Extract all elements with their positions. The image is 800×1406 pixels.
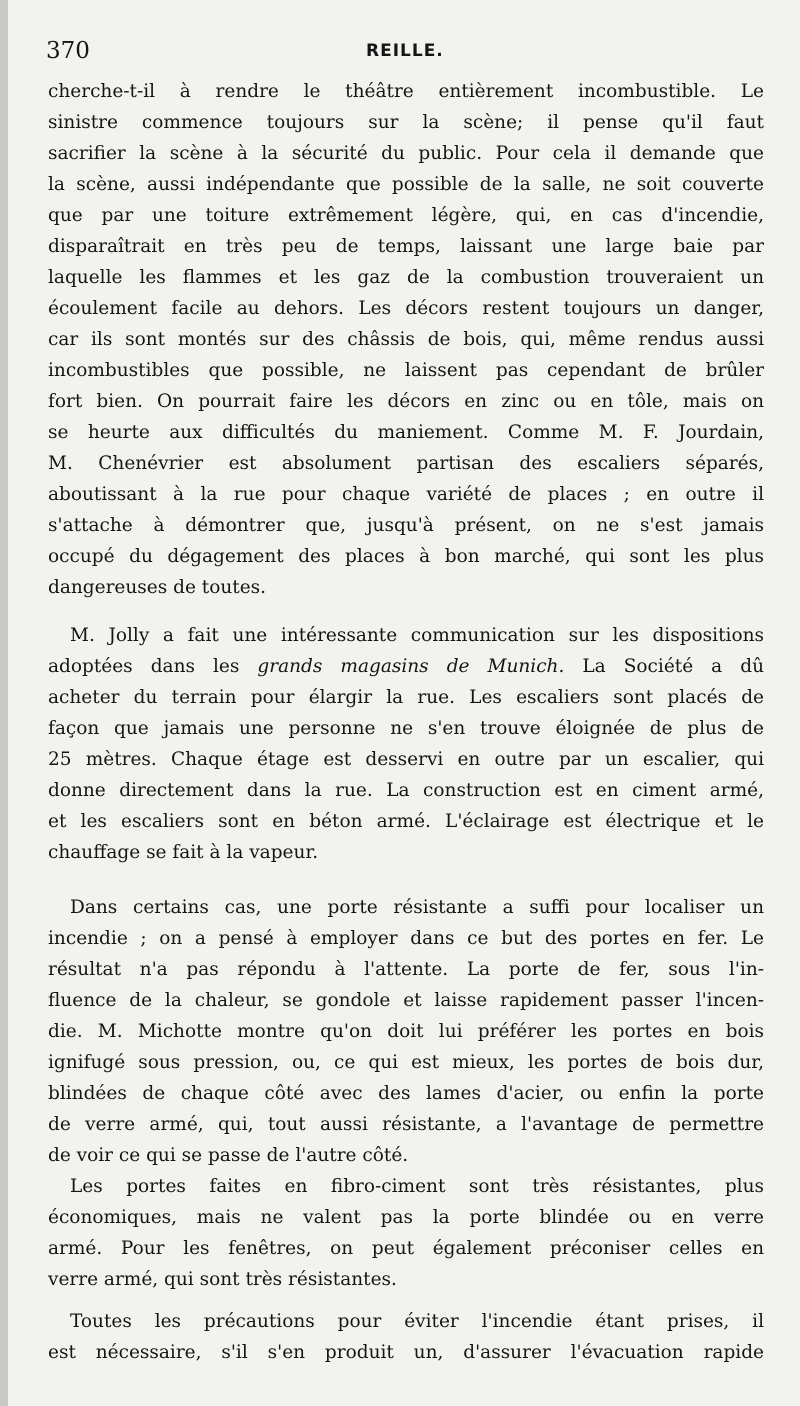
text-line: que par une toiture extrêmement légère, qui, en cas d'incendie, (48, 205, 764, 226)
text-line: car ils sont montés sur des châssis de bois, qui, même rendus aussi (48, 329, 764, 350)
paragraph-fire-doors (48, 892, 764, 1295)
text-line: fort bien. On pourrait faire les décors en zinc ou en tôle, mais on (48, 391, 764, 412)
text-run: adoptées dans les (48, 656, 240, 677)
text-line: chauffage se fait à la vapeur. (48, 842, 319, 863)
text-line: 25 mètres. Chaque étage est desservi en outre par un escalier, qui (48, 749, 764, 770)
text-line: cherche-t-il à rendre le théâtre entièrement incombustible. Le (48, 81, 764, 102)
text-line: M. Chenévrier est absolument partisan des escaliers séparés, (48, 453, 764, 474)
text-line: Les portes faites en fibro-ciment sont très résistantes, plus (70, 1176, 764, 1197)
italic-title: grands magasins de Munich. (257, 656, 565, 677)
text-line: blindées de chaque côté avec des lames d'acier, ou enfin la porte (48, 1083, 764, 1104)
text-line: fluence de la chaleur, se gondole et laisse rapidement passer l'incen- (48, 990, 764, 1011)
text-line: donne directement dans la rue. La construction est en ciment armé, (48, 780, 764, 801)
text-line: la scène, aussi indépendante que possible de la salle, ne soit couverte (48, 174, 764, 195)
text-line: Dans certains cas, une porte résistante a suffi pour localiser un (70, 897, 764, 918)
scan-edge (0, 0, 8, 1406)
text-line: disparaîtrait en très peu de temps, laissant une large baie par (48, 236, 764, 257)
text-line: sinistre commence toujours sur la scène; il pense qu'il faut (48, 112, 764, 133)
text-line: ignifugé sous pression, ou, ce qui est mieux, les portes de bois dur, (48, 1052, 764, 1073)
text-line: incombustibles que possible, ne laissent pas cependant de brûler (48, 360, 764, 381)
text-line: incendie ; on a pensé à employer dans ce but des portes en fer. Le (48, 928, 764, 949)
text-line: sacrifier la scène à la sécurité du public. Pour cela il demande que (48, 143, 764, 164)
text-line: et les escaliers sont en béton armé. L'éclairage est électrique et le (48, 811, 764, 832)
text-line: aboutissant à la rue pour chaque variété de places ; en outre il (48, 484, 764, 505)
page-header (46, 38, 762, 68)
text-line: s'attache à démontrer que, jusqu'à présent, on ne s'est jamais (48, 515, 764, 536)
text-line: die. M. Michotte montre qu'on doit lui préférer les portes en bois (48, 1021, 764, 1042)
text-run: La Société a dû (582, 656, 764, 677)
text-line: Toutes les précautions pour éviter l'incendie étant prises, il (70, 1311, 764, 1332)
text-line: dangereuses de toutes. (48, 577, 267, 598)
running-head: REILLE. (366, 41, 444, 61)
text-line: occupé du dégagement des places à bon marché, qui sont les plus (48, 546, 764, 567)
text-line: façon que jamais une personne ne s'en trouve éloignée de plus de (48, 718, 764, 739)
text-line: écoulement facile au dehors. Les décors restent toujours un danger, (48, 298, 764, 319)
text-line: de verre armé, qui, tout aussi résistante, a l'avantage de permettre (48, 1114, 764, 1135)
text-line: acheter du terrain pour élargir la rue. Les escaliers sont placés de (48, 687, 764, 708)
text-line-with-italic (48, 651, 764, 682)
text-line: de voir ce qui se passe de l'autre côté. (48, 1145, 409, 1166)
paragraph-theatre-fire-safety (48, 76, 764, 603)
page-number: 370 (46, 38, 90, 64)
text-line: laquelle les flammes et les gaz de la combustion trouveraient un (48, 267, 764, 288)
paragraph-evacuation (48, 1306, 764, 1368)
paragraph-munich-stores (48, 620, 764, 868)
text-line: résultat n'a pas répondu à l'attente. La porte de fer, sous l'in- (48, 959, 764, 980)
text-line: armé. Pour les fenêtres, on peut également préconiser celles en (48, 1238, 764, 1259)
text-line: est nécessaire, s'il s'en produit un, d'assurer l'évacuation rapide (48, 1342, 764, 1363)
text-line: se heurte aux difficultés du maniement. Comme M. F. Jourdain, (48, 422, 764, 443)
text-line: verre armé, qui sont très résistantes. (48, 1269, 397, 1290)
text-line: M. Jolly a fait une intéressante communication sur les dispositions (70, 625, 764, 646)
text-line: économiques, mais ne valent pas la porte blindée ou en verre (48, 1207, 764, 1228)
